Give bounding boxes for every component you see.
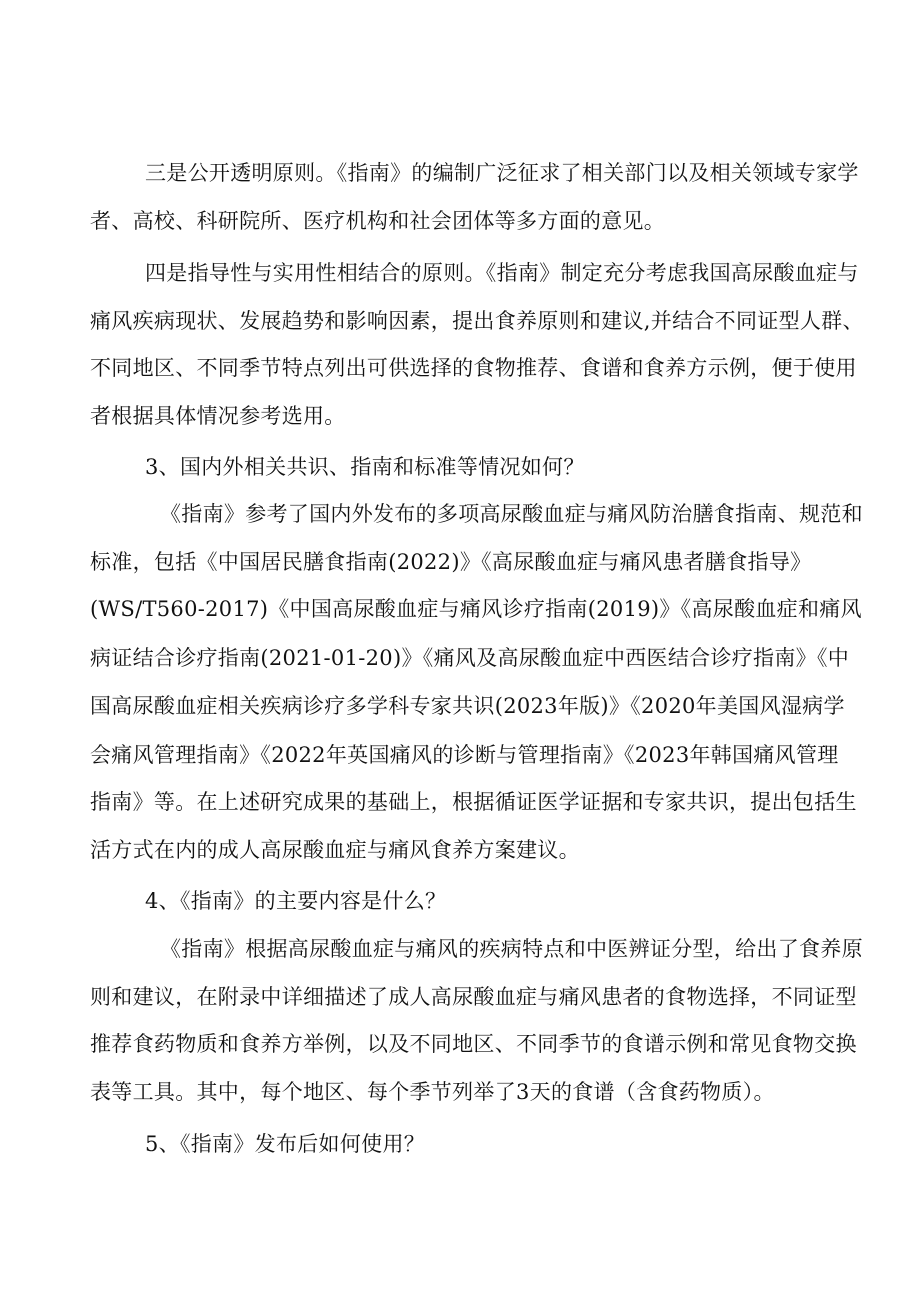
paragraph-line: 国高尿酸血症相关疾病诊疗多学科专家共识(2023年版)》《2020年美国风湿病学: [90, 694, 845, 718]
paragraph-line: 指南》等。在上述研究成果的基础上，根据循证医学证据和专家共识，提出包括生: [90, 790, 857, 814]
section-heading: 4、《指南》的主要内容是什么？: [145, 889, 447, 913]
paragraph-line: 《指南》根据高尿酸血症与痛风的疾病特点和中医辨证分型，给出了食养原: [160, 937, 863, 961]
paragraph-line: 则和建议，在附录中详细描述了成人高尿酸血症与痛风患者的食物选择，不同证型: [90, 985, 857, 1009]
paragraph-line: 四是指导性与实用性相结合的原则。《指南》制定充分考虑我国高尿酸血症与: [145, 261, 859, 285]
paragraph-line: 病证结合诊疗指南(2021-01-20)》《痛风及高尿酸血症中西医结合诊疗指南》《中: [90, 646, 850, 670]
section-heading: 3、国内外相关共识、指南和标准等情况如何？: [145, 455, 585, 479]
paragraph-line: 标准，包括《中国居民膳食指南(2022)》《高尿酸血症与痛风患者膳食指导》: [90, 550, 812, 574]
section-heading: 5、《指南》发布后如何使用？: [145, 1132, 426, 1156]
paragraph-line: 表等工具。其中，每个地区、每个季节列举了3天的食谱（含食药物质）。: [90, 1080, 775, 1104]
paragraph-line: (WS/T560-2017)《中国高尿酸血症与痛风诊疗指南(2019)》《高尿酸血症和痛风: [90, 597, 862, 621]
paragraph-line: 会痛风管理指南》《2022年英国痛风的诊断与管理指南》《2023年韩国痛风管理: [90, 743, 839, 767]
paragraph-line: 活方式在内的成人高尿酸血症与痛风食养方案建议。: [90, 838, 580, 862]
paragraph-line: 者根据具体情况参考选用。: [90, 404, 346, 428]
paragraph-line: 《指南》参考了国内外发布的多项高尿酸血症与痛风防治膳食指南、规范和: [160, 502, 863, 526]
paragraph-line: 三是公开透明原则。《指南》的编制广泛征求了相关部门以及相关领域专家学: [145, 161, 859, 185]
paragraph-line: 推荐食药物质和食养方举例，以及不同地区、不同季节的食谱示例和常见食物交换: [90, 1032, 857, 1056]
paragraph-line: 者、高校、科研院所、医疗机构和社会团体等多方面的意见。: [90, 209, 666, 233]
paragraph-line: 痛风疾病现状、发展趋势和影响因素，提出食养原则和建议,并结合不同证型人群、: [90, 309, 864, 333]
paragraph-line: 不同地区、不同季节特点列出可供选择的食物推荐、食谱和食养方示例，便于使用: [90, 356, 857, 380]
